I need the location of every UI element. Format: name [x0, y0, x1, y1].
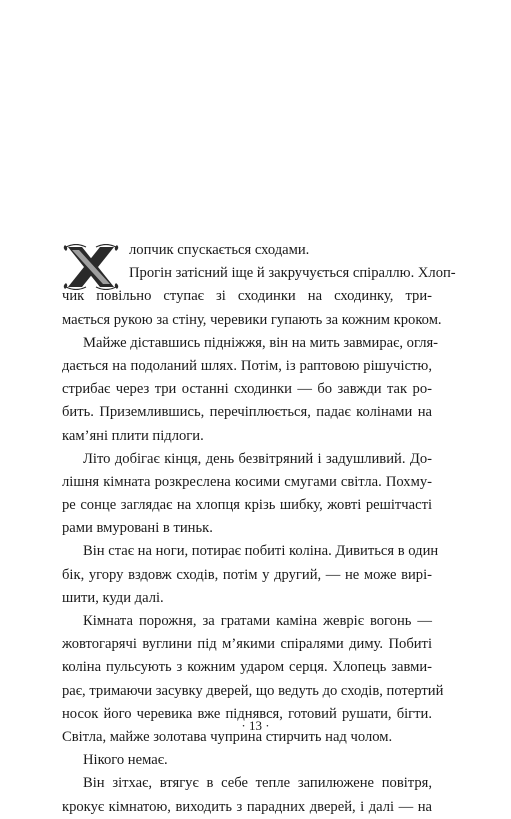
text-line: мається рукою за стіну, черевики гупають за кожним кроком. [62, 311, 442, 328]
text-line: рає, тримаючи засувку дверей, що ведуть до сходів, потертий [62, 682, 444, 699]
text-line: бить. Приземлившись, перечіплюється, падає колінами на [62, 404, 432, 421]
text-line: дається на подоланий шлях. Потім, із раптовою рішучістю, [62, 357, 432, 374]
text-line: шити, куди далі. [62, 589, 164, 606]
text-line: Майже діставшись підніжжя, він на мить завмирає, огля- [83, 334, 439, 351]
text-line: чик повільно ступає зі сходинки на сходинку, три- [62, 288, 432, 305]
text-line: крокує кімнатою, виходить з парадних дверей, і далі — на [62, 798, 432, 815]
drop-cap-text: Х [91, 274, 93, 276]
text-line: стрибає через три останні сходинки — бо завжди так ро- [62, 381, 432, 398]
text-line: Він зітхає, втягує в себе тепле запилюжене повітря, [83, 775, 432, 792]
text-line: рами вмуровані в тиньк. [62, 520, 213, 537]
text-line: носок його черевика вже піднявся, готовий рушати, бігти. [62, 705, 432, 722]
text-line: Літо добігає кінця, день безвітряний і задушливий. До- [83, 450, 432, 467]
page-number: · 13 · [241, 718, 270, 733]
text-line: Він стає на ноги, потирає побиті коліна. Дивиться в один [83, 543, 439, 560]
text-line: Прогін затісний іще й закручується спіраллю. Хлоп- [129, 265, 456, 282]
text-line: Світла, майже золотава чуприна стирчить над чолом. [62, 728, 393, 745]
text-line: бік, угору вздовж сходів, потім у другий, — не може вирі- [62, 566, 432, 583]
text-line: Кімната порожня, за гратами каміна жевріє вогонь — [83, 613, 432, 629]
text-line: жовтогарячі вуглини під м’якими спіралями диму. Побиті [62, 636, 432, 653]
text-line: ре сонце заглядає на хлопця крізь шибку, жовті решітчасті [62, 497, 432, 514]
text-line: лопчик спускається сходами. [129, 242, 310, 258]
text-line: коліна пульсують з кожним ударом серця. Хлопець завми- [62, 659, 432, 676]
text-line: Нікого немає. [83, 752, 168, 769]
text-line: лішня кімната розкреслена косими смугами світла. Похму- [62, 473, 432, 490]
text-line: кам’яні плити підлоги. [62, 427, 204, 444]
